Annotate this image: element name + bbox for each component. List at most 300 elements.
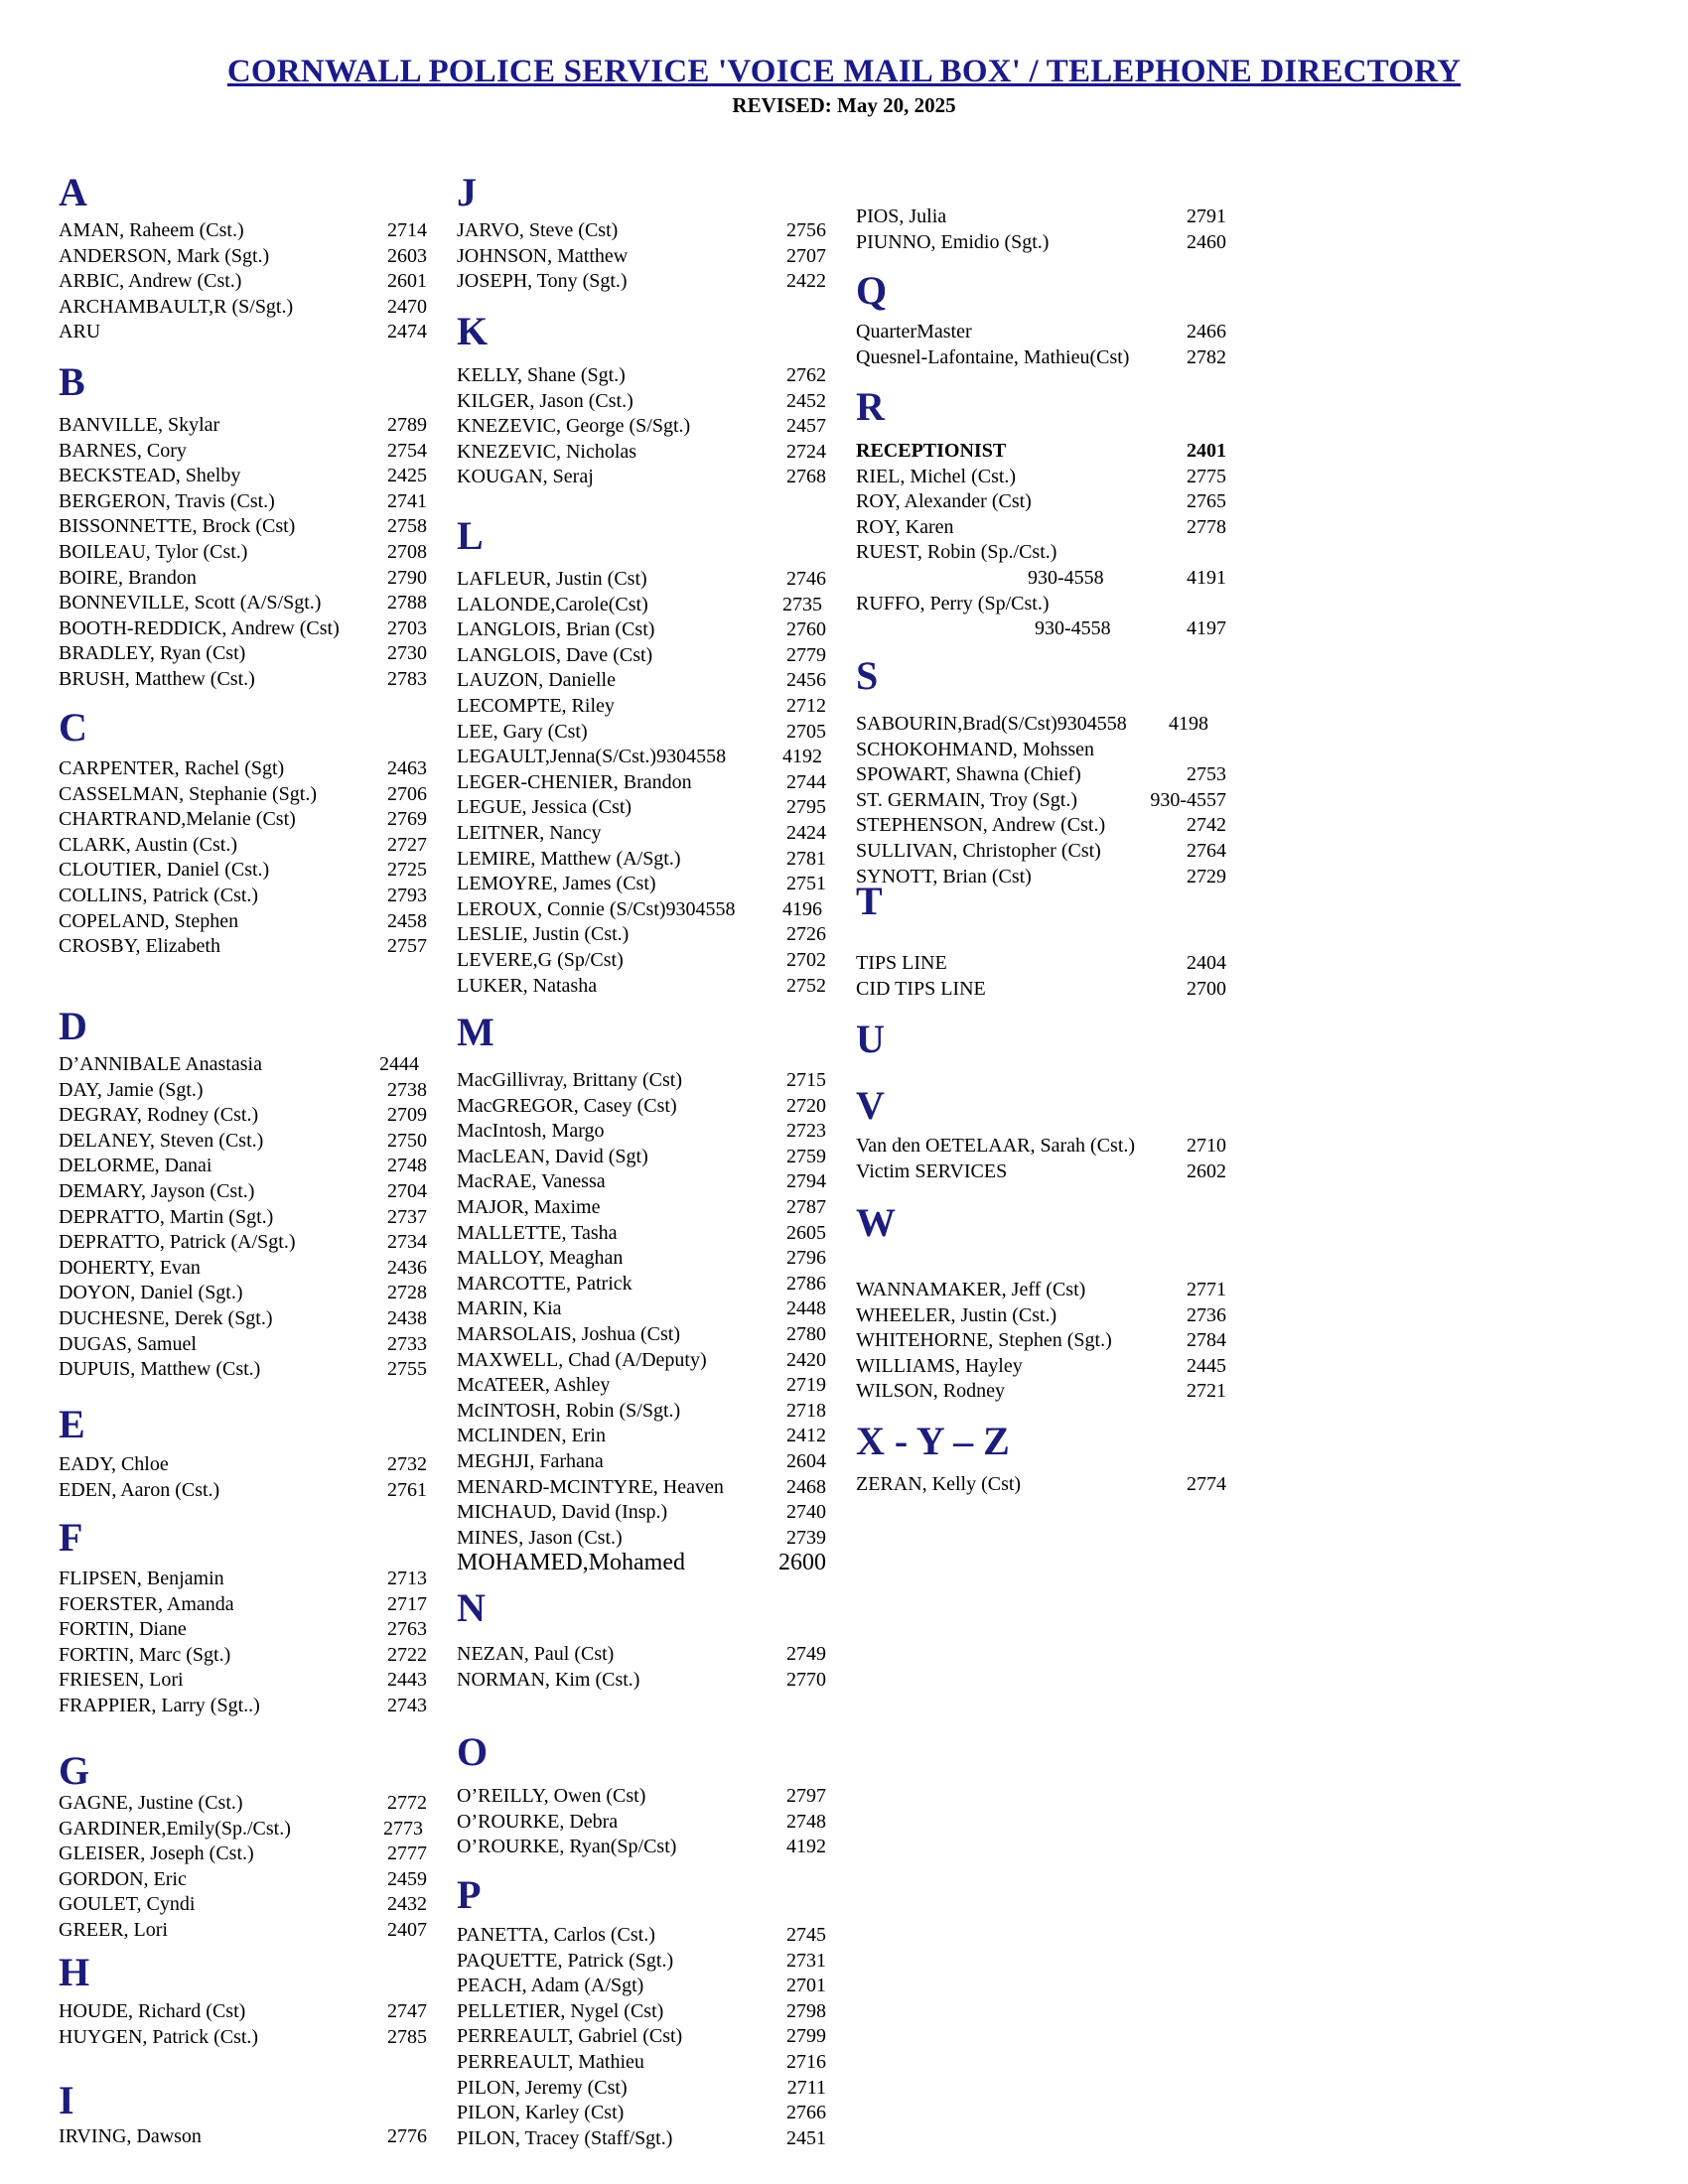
entry-name: DUCHESNE, Derek (Sgt.) xyxy=(59,1307,273,1329)
entry-name: LALONDE,Carole(Cst) xyxy=(457,593,648,615)
entry-extension: 2713 xyxy=(387,1568,427,1589)
entry-name: McATEER, Ashley xyxy=(457,1374,611,1397)
entry-name: DEPRATTO, Martin (Sgt.) xyxy=(59,1205,274,1228)
entry-name: LEGAULT,Jenna(S/Cst.)9304558 xyxy=(457,746,727,768)
revised-date: REVISED: May 20, 2025 xyxy=(732,93,956,117)
entry-extension: 2774 xyxy=(1187,1473,1226,1495)
entry-extension: 2720 xyxy=(786,1094,826,1117)
entry-name: ARBIC, Andrew (Cst.) xyxy=(59,270,242,293)
entry-extension: 2728 xyxy=(387,1282,427,1304)
entry-extension: 2459 xyxy=(387,1867,427,1890)
entry-name: WILSON, Rodney xyxy=(856,1380,1005,1403)
entry-name: BOILEAU, Tylor (Cst.) xyxy=(59,541,248,563)
entry-name: MEGHJI, Farhana xyxy=(457,1450,604,1472)
entry-extension: 2468 xyxy=(786,1475,826,1498)
entry-extension: 2741 xyxy=(387,489,427,512)
section-letter: F xyxy=(59,1515,83,1560)
entry-name: LEVERE,G (Sp/Cst) xyxy=(457,949,624,971)
entry-name: EDEN, Aaron (Cst.) xyxy=(59,1478,220,1501)
entry-extension: 2798 xyxy=(786,1999,826,2022)
entry-extension: 2794 xyxy=(786,1170,826,1193)
entry-name: GORDON, Eric xyxy=(59,1867,187,1890)
entry-name: PERREAULT, Gabriel (Cst) xyxy=(457,2025,683,2048)
entry-extension: 2438 xyxy=(387,1307,427,1329)
entry-name: RUEST, Robin (Sp./Cst.) xyxy=(856,541,1057,564)
entry-extension: 2793 xyxy=(387,885,427,906)
entry-name: WILLIAMS, Hayley xyxy=(856,1354,1023,1377)
entry-name: ST. GERMAIN, Troy (Sgt.) xyxy=(856,788,1077,811)
entry-extension: 2740 xyxy=(786,1501,826,1524)
entry-name: BARNES, Cory xyxy=(59,439,187,462)
entry-extension: 2729 xyxy=(1187,865,1226,887)
entry-extension: 2716 xyxy=(786,2051,826,2073)
entry-name: WHITEHORNE, Stephen (Sgt.) xyxy=(856,1329,1112,1352)
entry-name: GOULET, Cyndi xyxy=(59,1893,196,1916)
entry-name: MacRAE, Vanessa xyxy=(457,1170,606,1193)
entry-name: 930-4558 xyxy=(1028,567,1104,589)
entry-name: MAJOR, Maxime xyxy=(457,1196,601,1218)
entry-extension: 2445 xyxy=(1187,1354,1226,1377)
entry-extension: 2700 xyxy=(1187,977,1226,1000)
entry-extension: 2425 xyxy=(387,465,427,487)
entry-extension: 2422 xyxy=(786,270,826,293)
entry-extension: 2758 xyxy=(387,515,427,538)
entry-name: SYNOTT, Brian (Cst) xyxy=(856,865,1032,887)
entry-extension: 2739 xyxy=(786,1526,826,1549)
entry-name: SCHOKOHMAND, Mohssen xyxy=(856,738,1095,760)
entry-name: GARDINER,Emily(Sp./Cst.) xyxy=(59,1817,291,1840)
entry-extension: 2791 xyxy=(1187,205,1226,227)
entry-name: LAFLEUR, Justin (Cst) xyxy=(457,568,647,590)
entry-extension: 2710 xyxy=(1187,1135,1226,1157)
entry-extension: 4191 xyxy=(1187,567,1226,589)
entry-extension: 2460 xyxy=(1187,230,1226,253)
entry-extension: 2747 xyxy=(387,2000,427,2022)
entry-extension: 2748 xyxy=(387,1155,427,1177)
entry-name: BISSONNETTE, Brock (Cst) xyxy=(59,515,296,538)
entry-extension: 2730 xyxy=(387,642,427,665)
entry-name: WANNAMAKER, Jeff (Cst) xyxy=(856,1279,1086,1300)
entry-extension: 2706 xyxy=(387,782,427,805)
entry-name: JARVO, Steve (Cst) xyxy=(457,219,619,241)
entry-extension: 2784 xyxy=(1187,1329,1226,1352)
entry-name: IRVING, Dawson xyxy=(59,2125,202,2147)
entry-extension: 2707 xyxy=(786,244,826,267)
entry-extension: 4192 xyxy=(786,1836,826,1858)
entry-name: LEMOYRE, James (Cst) xyxy=(457,873,656,895)
entry-name: DEGRAY, Rodney (Cst.) xyxy=(59,1104,259,1127)
entry-extension: 2782 xyxy=(1187,345,1226,368)
section-letter: L xyxy=(457,513,484,558)
entry-extension: 2703 xyxy=(387,616,427,639)
entry-extension: 2748 xyxy=(786,1810,826,1833)
entry-name: DELORME, Danai xyxy=(59,1155,212,1177)
entry-extension: 2735 xyxy=(782,593,822,615)
entry-extension: 2432 xyxy=(387,1893,427,1916)
entry-name: MacGREGOR, Casey (Cst) xyxy=(457,1094,677,1117)
entry-name: FRAPPIER, Larry (Sgt..) xyxy=(59,1695,260,1716)
entry-name: O’REILLY, Owen (Cst) xyxy=(457,1785,646,1807)
entry-extension: 2401 xyxy=(1187,440,1226,462)
entry-name: RIEL, Michel (Cst.) xyxy=(856,465,1017,487)
entry-extension: 2443 xyxy=(387,1669,427,1692)
entry-extension: 2458 xyxy=(387,909,427,932)
entry-name: CARPENTER, Rachel (Sgt) xyxy=(59,757,285,779)
entry-extension: 2714 xyxy=(387,219,427,241)
entry-extension: 2709 xyxy=(387,1104,427,1127)
section-letter: X - Y – Z xyxy=(856,1419,1010,1463)
entry-extension: 2756 xyxy=(786,219,826,241)
entry-name: BRUSH, Matthew (Cst.) xyxy=(59,668,255,690)
entry-name: DEMARY, Jayson (Cst.) xyxy=(59,1180,255,1202)
entry-name: LEE, Gary (Cst) xyxy=(457,720,588,743)
entry-name: BRADLEY, Ryan (Cst) xyxy=(59,642,246,665)
entry-name: PAQUETTE, Patrick (Sgt.) xyxy=(457,1949,674,1972)
entry-name: Victim SERVICES xyxy=(856,1160,1008,1182)
entry-name: DAY, Jamie (Sgt.) xyxy=(59,1078,204,1101)
entry-extension: 2451 xyxy=(786,2126,826,2149)
section-letter: E xyxy=(59,1402,85,1446)
entry-extension: 2605 xyxy=(786,1221,826,1244)
entry-extension: 2601 xyxy=(387,270,427,293)
entry-extension: 2420 xyxy=(786,1348,826,1371)
entry-extension: 2744 xyxy=(786,770,826,793)
entry-name: STEPHENSON, Andrew (Cst.) xyxy=(856,814,1106,837)
entry-name: MENARD-MCINTYRE, Heaven xyxy=(457,1475,724,1498)
entry-extension: 2711 xyxy=(786,2076,826,2099)
section-letter: Q xyxy=(856,268,888,313)
entry-extension: 2749 xyxy=(786,1643,826,1665)
entry-name: QuarterMaster xyxy=(856,321,972,342)
entry-name: MALLOY, Meaghan xyxy=(457,1247,624,1270)
entry-name: BECKSTEAD, Shelby xyxy=(59,465,241,487)
entry-extension: 2404 xyxy=(1187,952,1226,974)
entry-name: JOSEPH, Tony (Sgt.) xyxy=(457,270,628,293)
section-letter: U xyxy=(856,1017,885,1061)
entry-name: PELLETIER, Nygel (Cst) xyxy=(457,1999,664,2022)
entry-name: KOUGAN, Seraj xyxy=(457,466,594,488)
entry-extension: 2463 xyxy=(387,757,427,779)
entry-name: PILON, Jeremy (Cst) xyxy=(457,2076,628,2099)
entry-name: MARSOLAIS, Joshua (Cst) xyxy=(457,1323,681,1345)
entry-extension: 2771 xyxy=(1187,1279,1226,1300)
entry-name: ARU xyxy=(59,321,101,343)
entry-extension: 2742 xyxy=(1187,814,1226,837)
entry-extension: 2708 xyxy=(387,541,427,563)
entry-name: EADY, Chloe xyxy=(59,1453,169,1475)
entry-name: PANETTA, Carlos (Cst.) xyxy=(457,1924,655,1946)
entry-extension: 2407 xyxy=(387,1919,427,1941)
entry-name: LEROUX, Connie (S/Cst)9304558 xyxy=(457,897,736,920)
entry-name: MCLINDEN, Erin xyxy=(457,1425,606,1447)
entry-extension: 2768 xyxy=(786,466,826,488)
entry-name: BERGERON, Travis (Cst.) xyxy=(59,489,275,512)
entry-extension: 2424 xyxy=(786,822,826,844)
entry-extension: 2776 xyxy=(387,2125,427,2147)
entry-extension: 2723 xyxy=(786,1120,826,1143)
entry-name: HUYGEN, Patrick (Cst.) xyxy=(59,2025,259,2048)
entry-name: FOERSTER, Amanda xyxy=(59,1592,234,1615)
entry-extension: 2779 xyxy=(786,643,826,666)
entry-name: KNEZEVIC, George (S/Sgt.) xyxy=(457,415,691,438)
entry-extension: 2766 xyxy=(786,2102,826,2124)
entry-extension: 2764 xyxy=(1187,840,1226,862)
entry-extension: 2789 xyxy=(387,414,427,436)
entry-name: DOHERTY, Evan xyxy=(59,1256,201,1279)
entry-extension: 2775 xyxy=(1187,465,1226,487)
entry-extension: 2600 xyxy=(778,1550,826,1576)
entry-extension: 2795 xyxy=(786,796,826,819)
entry-name: WHEELER, Justin (Cst.) xyxy=(856,1303,1057,1326)
entry-extension: 2604 xyxy=(786,1450,826,1472)
section-letter: K xyxy=(457,309,489,353)
entry-extension: 4196 xyxy=(782,897,822,920)
entry-extension: 4192 xyxy=(782,746,822,768)
entry-name: DUPUIS, Matthew (Cst.) xyxy=(59,1358,261,1381)
entry-extension: 2757 xyxy=(387,935,427,958)
entry-name: BOIRE, Brandon xyxy=(59,566,197,589)
entry-name: CLOUTIER, Daniel (Cst.) xyxy=(59,859,270,882)
entry-name: CHARTRAND,Melanie (Cst) xyxy=(59,808,296,831)
entry-name: BONNEVILLE, Scott (A/S/Sgt.) xyxy=(59,592,322,614)
entry-extension: 2754 xyxy=(387,439,427,462)
entry-extension: 2769 xyxy=(387,808,427,831)
entry-name: O’ROURKE, Ryan(Sp/Cst) xyxy=(457,1836,677,1858)
entry-extension: 2603 xyxy=(387,244,427,267)
entry-name: PIOS, Julia xyxy=(856,205,947,227)
entry-extension: 2412 xyxy=(786,1425,826,1447)
section-letter: B xyxy=(59,359,85,404)
entry-extension: 2785 xyxy=(387,2025,427,2048)
entry-name: NORMAN, Kim (Cst.) xyxy=(457,1668,640,1691)
entry-extension: 2755 xyxy=(387,1358,427,1381)
entry-extension: 2731 xyxy=(786,1949,826,1972)
entry-extension: 2781 xyxy=(786,847,826,870)
entry-name: MacGillivray, Brittany (Cst) xyxy=(457,1069,682,1091)
entry-extension: 2721 xyxy=(1187,1380,1226,1403)
entry-name: FORTIN, Diane xyxy=(59,1618,187,1641)
entry-name: ZERAN, Kelly (Cst) xyxy=(856,1473,1022,1495)
entry-name: PERREAULT, Mathieu xyxy=(457,2051,644,2073)
entry-extension: 2759 xyxy=(786,1145,826,1167)
section-letter: D xyxy=(59,1004,87,1048)
entry-extension: 2732 xyxy=(387,1453,427,1475)
section-letter: A xyxy=(59,170,87,214)
entry-name: MARCOTTE, Patrick xyxy=(457,1272,633,1295)
entry-extension: 2725 xyxy=(387,859,427,882)
entry-name: NEZAN, Paul (Cst) xyxy=(457,1643,615,1665)
entry-extension: 2722 xyxy=(387,1643,427,1666)
entry-extension: 2788 xyxy=(387,592,427,614)
entry-name: TIPS LINE xyxy=(856,952,947,974)
entry-name: McINTOSH, Robin (S/Sgt.) xyxy=(457,1399,681,1422)
entry-extension: 2799 xyxy=(786,2025,826,2048)
entry-extension: 2727 xyxy=(387,833,427,856)
entry-name: ROY, Alexander (Cst) xyxy=(856,490,1032,513)
entry-extension: 2717 xyxy=(387,1592,427,1615)
entry-extension: 4198 xyxy=(1169,713,1208,735)
entry-extension: 2778 xyxy=(1187,515,1226,538)
entry-name: CASSELMAN, Stephanie (Sgt.) xyxy=(59,782,317,805)
entry-extension: 2712 xyxy=(786,695,826,717)
entry-extension: 2777 xyxy=(387,1843,427,1865)
entry-name: MARIN, Kia xyxy=(457,1297,562,1320)
entry-name: FORTIN, Marc (Sgt.) xyxy=(59,1643,231,1666)
entry-name: GAGNE, Justine (Cst.) xyxy=(59,1792,243,1814)
entry-name: MacIntosh, Margo xyxy=(457,1120,605,1143)
entry-name: DEPRATTO, Patrick (A/Sgt.) xyxy=(59,1231,296,1254)
section-letter: I xyxy=(59,2078,74,2122)
entry-name: FLIPSEN, Benjamin xyxy=(59,1568,224,1589)
entry-name: LEITNER, Nancy xyxy=(457,822,602,844)
entry-extension: 2763 xyxy=(387,1618,427,1641)
entry-extension: 2765 xyxy=(1187,490,1226,513)
entry-extension: 2786 xyxy=(786,1272,826,1295)
entry-name: MOHAMED,Mohamed xyxy=(457,1550,685,1576)
entry-name: ROY, Karen xyxy=(856,515,954,538)
entry-name: ANDERSON, Mark (Sgt.) xyxy=(59,244,270,267)
entry-extension: 2726 xyxy=(786,923,826,946)
entry-extension: 2705 xyxy=(786,720,826,743)
entry-name: HOUDE, Richard (Cst) xyxy=(59,2000,246,2022)
entry-name: SULLIVAN, Christopher (Cst) xyxy=(856,840,1101,862)
entry-name: Quesnel-Lafontaine, Mathieu(Cst) xyxy=(856,345,1130,368)
entry-name: GREER, Lori xyxy=(59,1919,168,1941)
entry-extension: 2704 xyxy=(387,1180,427,1202)
entry-extension: 2746 xyxy=(786,568,826,590)
section-letter: J xyxy=(457,170,477,214)
entry-extension: 2702 xyxy=(786,949,826,971)
entry-name: KILGER, Jason (Cst.) xyxy=(457,389,633,412)
section-letter: M xyxy=(457,1010,494,1054)
entry-name: GLEISER, Joseph (Cst.) xyxy=(59,1843,254,1865)
entry-name: LEMIRE, Matthew (A/Sgt.) xyxy=(457,847,681,870)
entry-name: MAXWELL, Chad (A/Deputy) xyxy=(457,1348,707,1371)
entry-extension: 2770 xyxy=(786,1668,826,1691)
entry-name: CLARK, Austin (Cst.) xyxy=(59,833,238,856)
entry-name: PIUNNO, Emidio (Sgt.) xyxy=(856,230,1050,253)
entry-name: JOHNSON, Matthew xyxy=(457,244,629,267)
entry-name: COPELAND, Stephen xyxy=(59,909,239,932)
entry-name: BOOTH-REDDICK, Andrew (Cst) xyxy=(59,616,340,639)
entry-name: FRIESEN, Lori xyxy=(59,1669,184,1692)
entry-name: RUFFO, Perry (Sp/Cst.) xyxy=(856,592,1050,614)
entry-extension: 2751 xyxy=(786,873,826,895)
entry-extension: 2718 xyxy=(786,1399,826,1422)
entry-extension: 2452 xyxy=(786,389,826,412)
section-letter: G xyxy=(59,1748,90,1793)
entry-name: LUKER, Natasha xyxy=(457,974,598,997)
section-letter: W xyxy=(856,1200,896,1245)
entry-name: ARCHAMBAULT,R (S/Sgt.) xyxy=(59,295,294,318)
entry-extension: 2470 xyxy=(387,295,427,318)
entry-name: LANGLOIS, Dave (Cst) xyxy=(457,643,653,666)
entry-name: LANGLOIS, Brian (Cst) xyxy=(457,618,655,641)
entry-extension: 2772 xyxy=(387,1792,427,1814)
entry-name: LECOMPTE, Riley xyxy=(457,695,615,717)
entry-name: SABOURIN,Brad(S/Cst)9304558 xyxy=(856,713,1127,735)
entry-name: RECEPTIONIST xyxy=(856,440,1007,462)
entry-name: CID TIPS LINE xyxy=(856,977,986,1000)
section-letter: P xyxy=(457,1872,482,1917)
entry-extension: 2701 xyxy=(786,1975,826,1997)
entry-extension: 2796 xyxy=(786,1247,826,1270)
entry-name: DELANEY, Steven (Cst.) xyxy=(59,1129,264,1152)
entry-extension: 2773 xyxy=(383,1817,423,1840)
entry-name: D’ANNIBALE Anastasia xyxy=(59,1053,262,1075)
entry-name: PEACH, Adam (A/Sgt) xyxy=(457,1975,644,1997)
entry-extension: 2752 xyxy=(786,974,826,997)
entry-extension: 2715 xyxy=(786,1069,826,1091)
entry-name: MICHAUD, David (Insp.) xyxy=(457,1501,668,1524)
entry-name: SPOWART, Shawna (Chief) xyxy=(856,763,1081,786)
entry-name: AMAN, Raheem (Cst.) xyxy=(59,219,244,241)
entry-extension: 2448 xyxy=(786,1297,826,1320)
entry-extension: 2745 xyxy=(786,1924,826,1946)
entry-name: DOYON, Daniel (Sgt.) xyxy=(59,1282,243,1304)
section-letter: T xyxy=(856,879,883,923)
entry-name: COLLINS, Patrick (Cst.) xyxy=(59,885,259,906)
entry-extension: 2780 xyxy=(786,1323,826,1345)
entry-name: 930-4558 xyxy=(1035,617,1111,640)
entry-name: Van den OETELAAR, Sarah (Cst.) xyxy=(856,1135,1136,1157)
entry-name: CROSBY, Elizabeth xyxy=(59,935,220,958)
section-letter: V xyxy=(856,1083,885,1128)
entry-extension: 2787 xyxy=(786,1196,826,1218)
entry-extension: 2753 xyxy=(1187,763,1226,786)
entry-extension: 2724 xyxy=(786,440,826,463)
section-letter: R xyxy=(856,384,885,429)
entry-extension: 930-4557 xyxy=(1150,788,1226,811)
entry-extension: 2762 xyxy=(786,364,826,386)
entry-extension: 4197 xyxy=(1187,617,1226,640)
entry-extension: 2734 xyxy=(387,1231,427,1254)
entry-extension: 2733 xyxy=(387,1332,427,1355)
entry-name: O’ROURKE, Debra xyxy=(457,1810,619,1833)
entry-extension: 2719 xyxy=(786,1374,826,1397)
entry-name: KNEZEVIC, Nicholas xyxy=(457,440,637,463)
entry-extension: 2761 xyxy=(387,1478,427,1501)
section-letter: S xyxy=(856,653,879,698)
entry-name: PILON, Tracey (Staff/Sgt.) xyxy=(457,2126,673,2149)
entry-name: KELLY, Shane (Sgt.) xyxy=(457,364,626,386)
entry-extension: 2436 xyxy=(387,1256,427,1279)
entry-extension: 2743 xyxy=(387,1695,427,1716)
page-title: CORNWALL POLICE SERVICE 'VOICE MAIL BOX' / TELEPHONE DIRECTORY xyxy=(226,54,1462,89)
entry-extension: 2760 xyxy=(786,618,826,641)
entry-name: MacLEAN, David (Sgt) xyxy=(457,1145,648,1167)
entry-name: LEGUE, Jessica (Cst) xyxy=(457,796,633,819)
section-letter: O xyxy=(457,1729,489,1774)
entry-extension: 2783 xyxy=(387,668,427,690)
entry-extension: 2602 xyxy=(1187,1160,1226,1182)
entry-extension: 2466 xyxy=(1187,321,1226,342)
entry-name: LEGER-CHENIER, Brandon xyxy=(457,770,692,793)
entry-extension: 2790 xyxy=(387,566,427,589)
entry-name: PILON, Karley (Cst) xyxy=(457,2102,625,2124)
section-letter: N xyxy=(457,1585,486,1630)
entry-extension: 2737 xyxy=(387,1205,427,1228)
entry-extension: 2736 xyxy=(1187,1303,1226,1326)
section-letter: H xyxy=(59,1950,90,1994)
entry-extension: 2750 xyxy=(387,1129,427,1152)
entry-name: LESLIE, Justin (Cst.) xyxy=(457,923,630,946)
entry-name: DUGAS, Samuel xyxy=(59,1332,197,1355)
entry-extension: 2456 xyxy=(786,669,826,692)
section-letter: C xyxy=(59,705,87,750)
entry-extension: 2457 xyxy=(786,415,826,438)
entry-name: MINES, Jason (Cst.) xyxy=(457,1526,623,1549)
